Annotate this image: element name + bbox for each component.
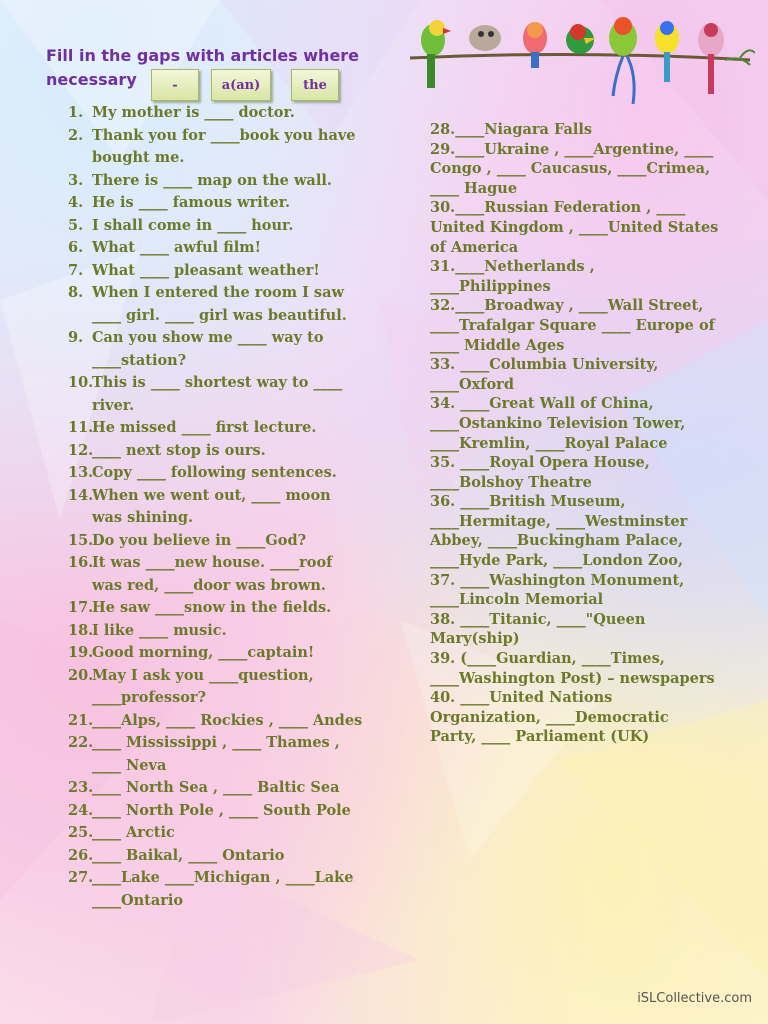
item-number: 20. [68,666,94,684]
exercise-item: 38. ____Titanic, ____"Queen Mary(ship) [430,610,646,648]
item-number: 10. [68,374,94,391]
exercise-item [68,777,363,800]
exercise-item [68,620,363,643]
exercise-item [68,597,363,620]
exercise-item [68,822,363,845]
exercise-item: 37. ____Washington Monument, ____Lincoln Memorial [430,571,685,609]
item-text: Do you believe in ____God? [92,531,307,549]
exercise-item [68,440,363,463]
item-number: 27. [68,869,94,886]
item-text: This is ____ shortest way to ____ river. [92,374,343,414]
item-text: I shall come in ____ hour. [92,216,294,234]
item-text: He missed ____ first lecture. [92,419,317,436]
item-number: 14. [68,486,94,504]
item-text: May I ask you ____question, ____professor? [92,666,314,706]
exercise-item [68,215,363,238]
item-number: 25. [68,824,94,841]
exercise-item: 29.____Ukraine , ____Argentine, ____ Congo , ____ Caucasus, ____Crimea, ____ Hague [430,140,714,197]
exercise-item: 31.____Netherlands , ____Philippines [430,258,595,295]
item-number: 15. [68,531,94,549]
item-text: ____Alps, ____ Rockies , ____ Andes [92,711,363,729]
exercise-item: 30.____Russian Federation , ____ United Kingdom , ____United States of America [430,199,719,256]
item-text: It was ____new house. ____roof was red, ____door was brown. [92,554,333,594]
item-number: 24. [68,801,94,819]
item-number: 2. [68,126,84,144]
item-text: Can you show me ____ way to ____station? [92,329,324,369]
exercise-item: 40. ____United Nations Organization, ____Democratic Party, ____ Parliament (UK) [430,689,669,746]
exercise-item [68,237,363,260]
item-number: 7. [68,261,84,279]
item-number: 4. [68,194,84,211]
item-number: 21. [68,711,94,729]
exercise-item [68,665,363,710]
item-text: Good morning, ____captain! [92,644,315,661]
item-number: 22. [68,734,94,751]
item-number: 6. [68,239,84,256]
exercise-item [68,485,363,530]
item-number: 11. [68,419,94,436]
item-number: 16. [68,554,94,571]
item-text: ____ Baikal, ____ Ontario [92,846,285,864]
source-credit: iSLCollective.com [637,991,752,1006]
exercise-item [68,170,363,193]
item-number: 8. [68,284,84,301]
exercise-item: 35. ____Royal Opera House, ____Bolshoy Theatre [430,454,650,491]
exercise-item [68,530,363,553]
left-exercise-list [68,102,363,912]
item-text: When I entered the room I saw ____ girl. ____ girl was beautiful. [92,284,347,324]
item-text: He saw ____snow in the fields. [92,599,332,616]
exercise-item [68,102,363,125]
item-number: 23. [68,779,94,796]
exercise-item: 36. ____British Museum, ____Hermitage, ____Westminster Abbey, ____Buckingham Palace, ____Hyde Park, ____London Zoo, [430,493,688,570]
exercise-item: 32.____Broadway , ____Wall Street, ____Trafalgar Square ____ Europe of ____ Middle Ages [430,297,715,354]
option-none-button[interactable]: - [151,69,199,101]
item-number: 13. [68,464,94,481]
exercise-item [68,552,363,597]
exercise-item [68,710,363,733]
exercise-item [68,867,363,912]
item-number: 18. [68,621,94,639]
right-exercise-list [430,120,720,747]
option-the-button[interactable]: the [291,69,339,101]
item-number: 26. [68,846,94,864]
exercise-item [68,845,363,868]
option-a-an-button[interactable]: a(an) [211,69,271,101]
exercise-item [68,800,363,823]
item-number: 3. [68,171,84,189]
item-number: 9. [68,329,84,346]
exercise-item [68,327,363,372]
item-number: 12. [68,441,94,459]
instructions-title: Fill in the gaps with articles where necessary [46,46,360,89]
exercise-item [68,282,363,327]
exercise-item [68,192,363,215]
exercise-item [68,642,363,665]
exercise-item [68,462,363,485]
item-text: ____ next stop is ours. [92,441,266,459]
exercise-item: 28.____Niagara Falls [430,121,593,138]
item-number: 17. [68,599,94,616]
exercise-item: 33. ____Columbia University, ____Oxford [430,356,659,393]
exercise-item [68,260,363,283]
exercise-item [68,732,363,777]
item-number: 19. [68,644,94,661]
item-text: ____Lake ____Michigan , ____Lake ____Ontario [92,869,354,909]
item-text: He is ____ famous writer. [92,194,291,211]
item-text: What ____ pleasant weather! [92,261,320,279]
item-number: 5. [68,216,84,234]
item-text: My mother is ____ doctor. [92,104,295,121]
exercise-item: 39. (____Guardian, ____Times, ____Washington Post) – newspapers [430,650,715,687]
exercise-item [68,125,363,170]
exercise-item [68,372,363,417]
item-text: What ____ awful film! [92,239,261,256]
birds-on-branch-illustration [405,10,755,110]
item-text: There is ____ map on the wall. [92,171,332,189]
item-text: ____ Mississippi , ____ Thames , ____ Neva [92,734,340,774]
exercise-item: 34. ____Great Wall of China, ____Ostankino Television Tower, ____Kremlin, ____Royal Palace [430,395,686,452]
item-text: I like ____ music. [92,621,227,639]
exercise-item [68,417,363,440]
item-text: ____ North Pole , ____ South Pole [92,801,351,819]
item-text: Thank you for ____book you have bought me. [92,126,356,166]
item-text: ____ Arctic [92,824,175,841]
item-number: 1. [68,104,84,121]
item-text: When we went out, ____ moon was shining. [92,486,331,526]
item-text: ____ North Sea , ____ Baltic Sea [92,779,340,796]
item-text: Copy ____ following sentences. [92,464,337,481]
